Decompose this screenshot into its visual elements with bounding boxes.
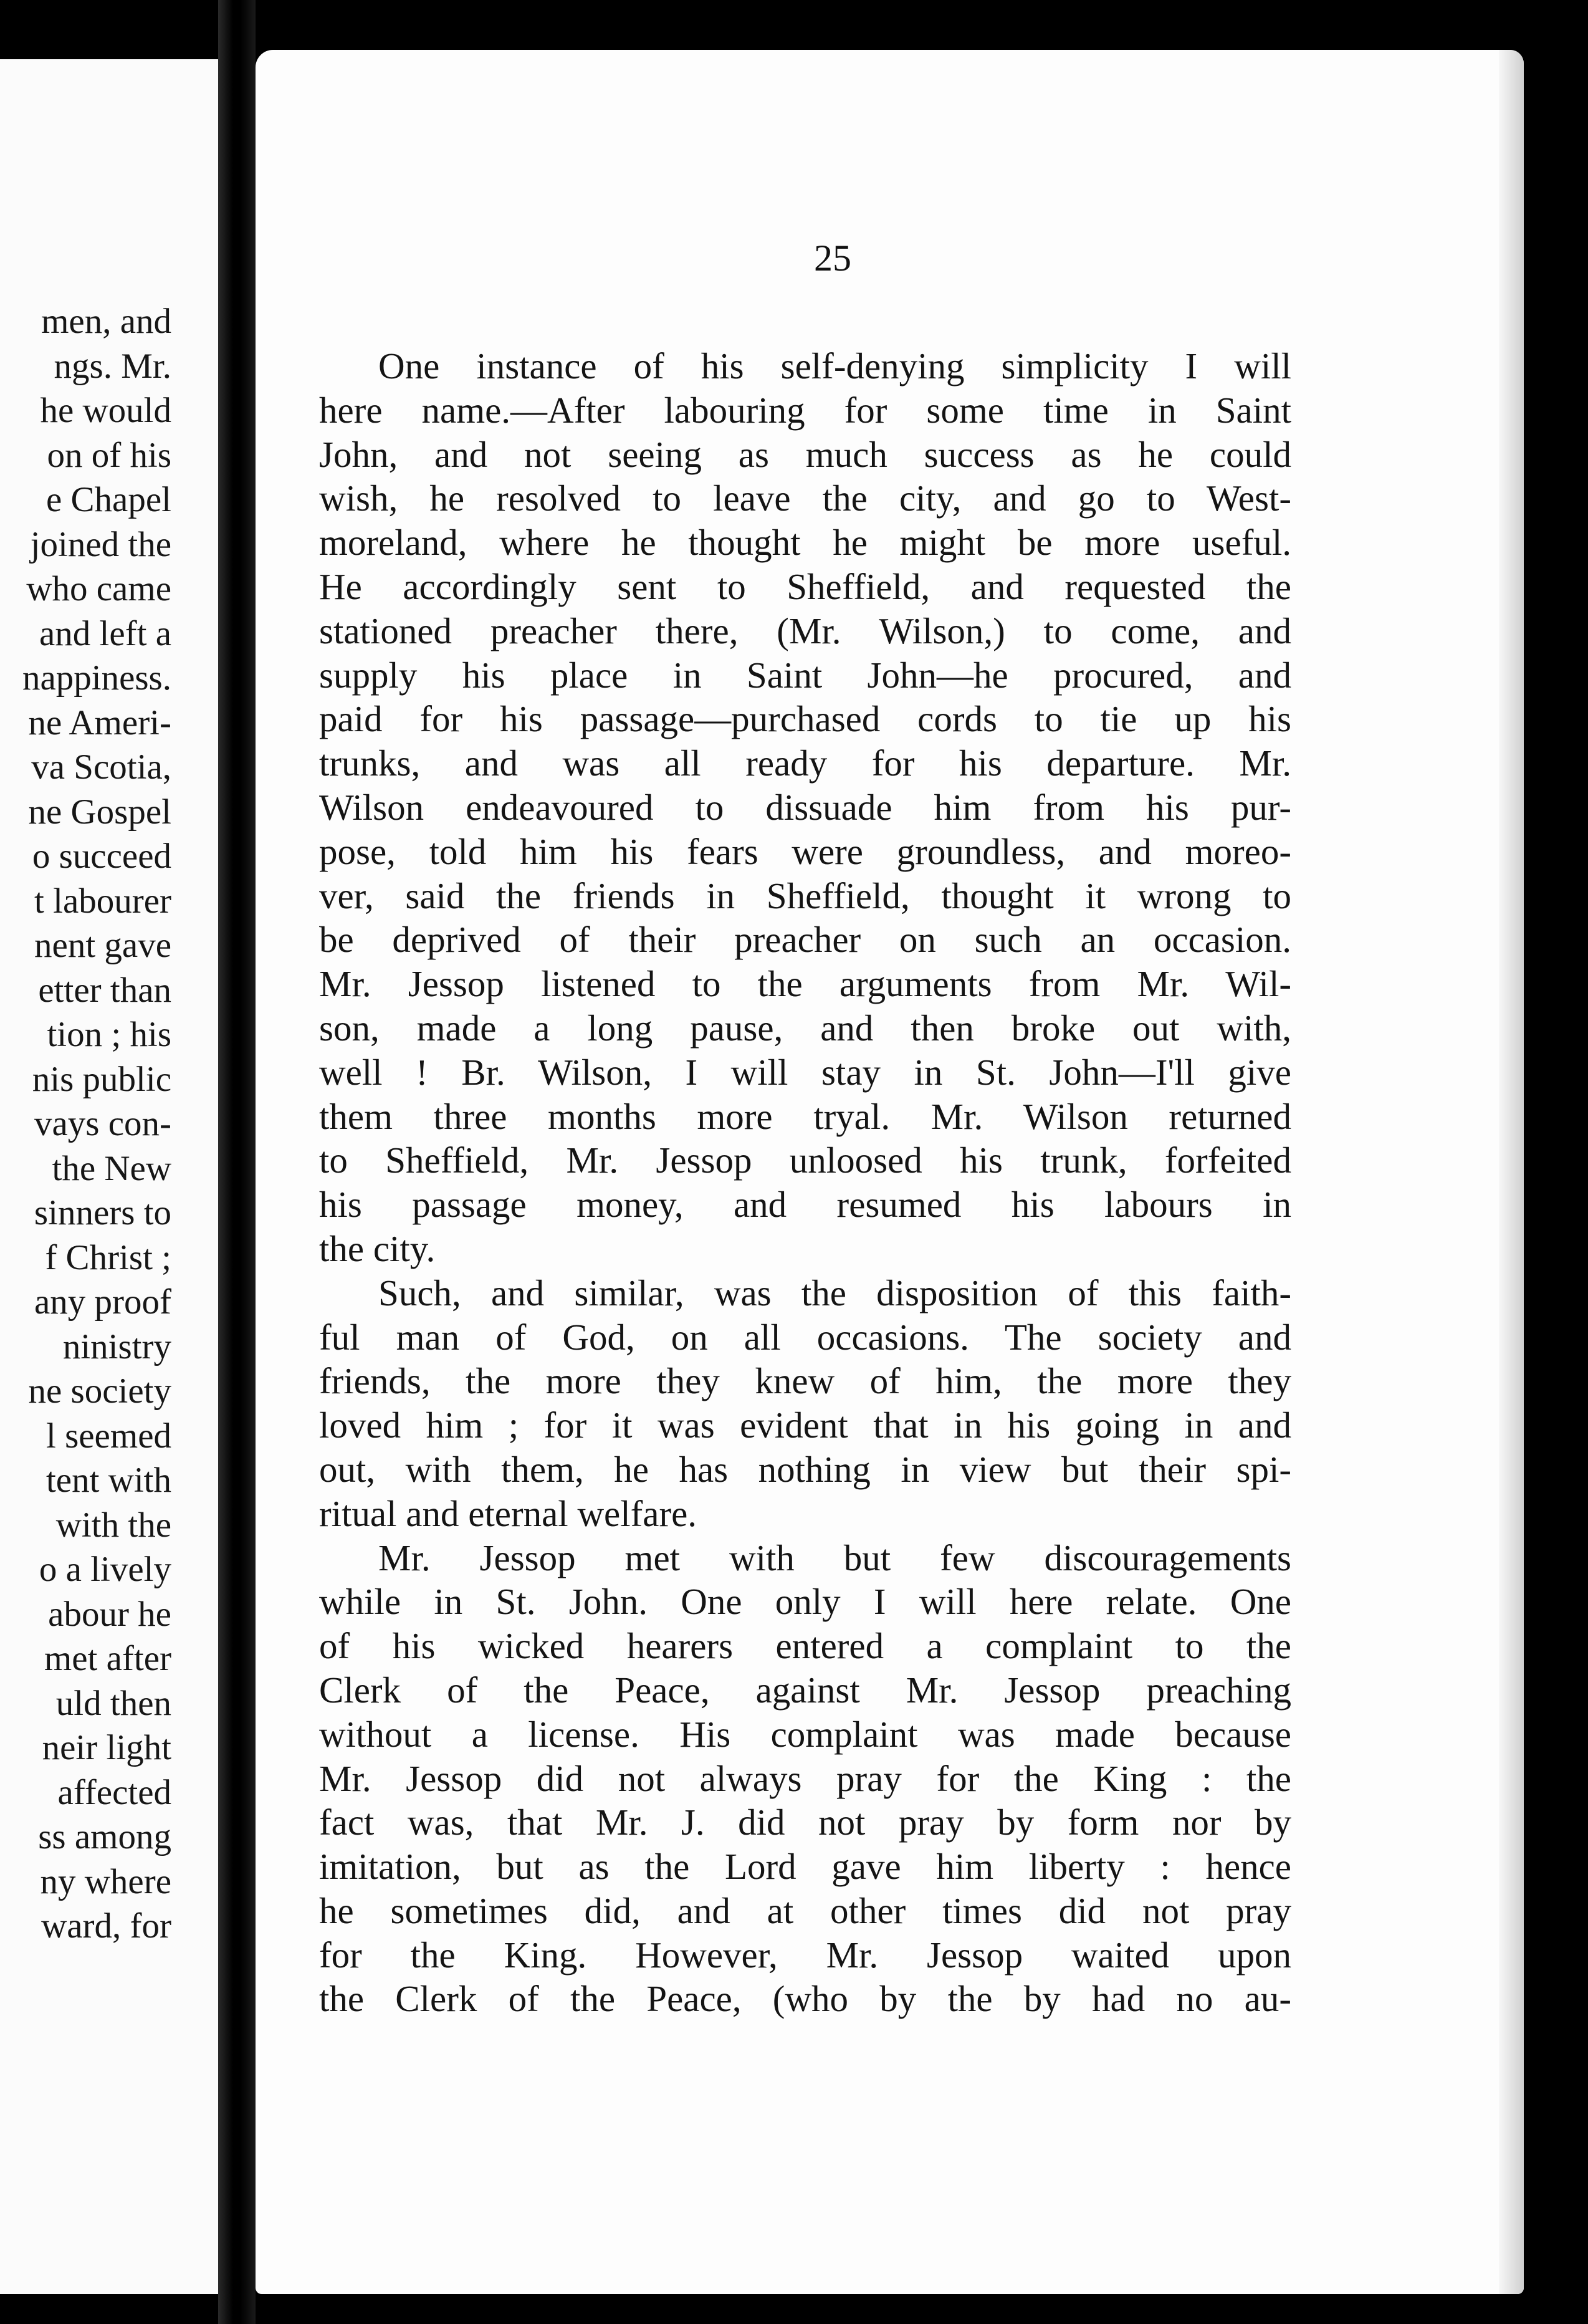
text-line: his passage money, and resumed his labours in (319, 1184, 1291, 1226)
text-line: pose, told him his fears were groundless, and moreo- (319, 830, 1291, 872)
text-line: he sometimes did, and at other times did not pray (319, 1889, 1291, 1931)
left-page-line: the New (52, 1148, 171, 1188)
left-page-line: va Scotia, (31, 747, 171, 787)
text-line: well ! Br. Wilson, I will stay in St. John—I'll give (319, 1051, 1291, 1093)
left-page-line: on of his (47, 435, 171, 475)
left-page-line: nis public (32, 1059, 171, 1099)
left-page-line: ny where (40, 1861, 171, 1901)
left-page-text (0, 299, 171, 1949)
text-line: Mr. Jessop met with but few discouragements (378, 1537, 1291, 1578)
text-line: John, and not seeing as much success as he could (319, 433, 1291, 475)
page-number: 25 (814, 238, 851, 279)
left-page-line: ne society (28, 1371, 171, 1411)
text-line: paid for his passage—purchased cords to tie up his (319, 698, 1291, 740)
left-page-line: he would (40, 391, 171, 430)
page-edge (1499, 50, 1524, 2294)
left-page-line: e Chapel (45, 480, 171, 519)
left-page-line: tent with (45, 1461, 171, 1500)
text-line: ritual and eternal welfare. (319, 1492, 697, 1534)
left-page-line: vays con- (34, 1104, 171, 1143)
text-line: to Sheffield, Mr. Jessop unloosed his trunk, forfeited (319, 1140, 1291, 1181)
text-line: Mr. Jessop listened to the arguments from Mr. Wil- (319, 963, 1291, 1005)
left-page-line: affected (57, 1772, 171, 1812)
left-page-line: ninistry (62, 1327, 171, 1366)
right-page (256, 50, 1524, 2294)
text-line: of his wicked hearers entered a complaint to the (319, 1625, 1291, 1667)
left-page-line: t labourer (34, 881, 171, 921)
left-page-line: o a lively (39, 1550, 171, 1589)
left-page-line: ne Gospel (28, 792, 171, 832)
text-line: the Clerk of the Peace, (who by the by had no au- (319, 1978, 1291, 2020)
text-line: them three months more tryal. Mr. Wilson returned (319, 1095, 1291, 1137)
text-line: Clerk of the Peace, against Mr. Jessop preaching (319, 1669, 1291, 1711)
text-line: out, with them, he has nothing in view but their spi- (319, 1448, 1291, 1490)
left-page-line: f Christ ; (45, 1237, 171, 1277)
left-page (0, 59, 227, 2294)
text-line: stationed preacher there, (Mr. Wilson,) to come, and (319, 610, 1291, 651)
text-line: supply his place in Saint John—he procured, and (319, 654, 1291, 696)
left-page-line: ne Ameri- (28, 703, 171, 742)
left-page-line: nappiness. (22, 658, 171, 698)
text-line: be deprived of their preacher on such an occasion. (319, 919, 1291, 961)
text-line: Mr. Jessop did not always pray for the King : the (319, 1757, 1291, 1799)
text-line: He accordingly sent to Sheffield, and requested the (319, 565, 1291, 607)
left-page-line: neir light (42, 1728, 171, 1767)
left-page-line: o succeed (32, 837, 171, 876)
left-page-line: ward, for (41, 1906, 171, 1946)
text-line: loved him ; for it was evident that in his going in and (319, 1404, 1291, 1446)
left-page-line: with the (55, 1505, 171, 1545)
page-body-text (319, 344, 1291, 2021)
text-line: Such, and similar, was the disposition of this faith- (378, 1272, 1291, 1313)
text-line: here name.—After labouring for some time in Saint (319, 389, 1291, 431)
left-page-line: met after (44, 1639, 171, 1678)
left-page-line: l seemed (45, 1416, 171, 1456)
text-line: ver, said the friends in Sheffield, thought it wrong to (319, 875, 1291, 916)
text-line: imitation, but as the Lord gave him liberty : hence (319, 1846, 1291, 1888)
left-page-line: etter than (38, 970, 171, 1010)
left-page-line: nent gave (34, 926, 171, 965)
text-line: Wilson endeavoured to dissuade him from his pur- (319, 786, 1291, 828)
text-line: moreland, where he thought he might be more useful. (319, 522, 1291, 564)
left-page-line: abour he (48, 1594, 171, 1634)
left-page-line: uld then (55, 1683, 171, 1723)
book-gutter (218, 0, 256, 2324)
text-line: for the King. However, Mr. Jessop waited upon (319, 1934, 1291, 1976)
left-page-line: ss among (38, 1817, 171, 1856)
left-page-line: sinners to (34, 1193, 171, 1232)
left-page-line: men, and (41, 302, 171, 341)
left-page-line: joined the (30, 524, 171, 564)
text-line: without a license. His complaint was made because (319, 1713, 1291, 1755)
left-page-line: and left a (39, 613, 171, 653)
left-page-line: ngs. Mr. (54, 346, 171, 386)
text-line: ful man of God, on all occasions. The society and (319, 1316, 1291, 1358)
text-line: friends, the more they knew of him, the more they (319, 1360, 1291, 1402)
left-page-line: who came (26, 569, 171, 608)
text-line: One instance of his self-denying simplicity I will (378, 345, 1291, 387)
left-page-line: any proof (34, 1282, 171, 1322)
text-line: fact was, that Mr. J. did not pray by form nor by (319, 1802, 1291, 1843)
text-line: while in St. John. One only I will here relate. One (319, 1581, 1291, 1623)
text-line: son, made a long pause, and then broke out with, (319, 1007, 1291, 1049)
text-line: trunks, and was all ready for his departure. Mr. (319, 742, 1291, 784)
text-line: the city. (319, 1227, 436, 1269)
left-page-line: tion ; his (47, 1015, 171, 1054)
text-line: wish, he resolved to leave the city, and go to West- (319, 478, 1291, 519)
